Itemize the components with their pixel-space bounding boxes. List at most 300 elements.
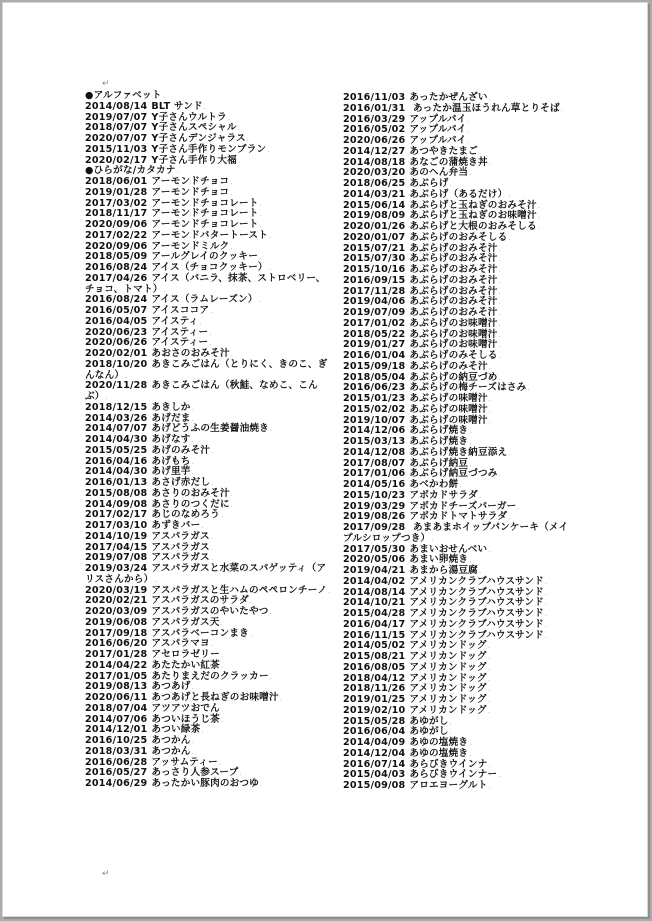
line-end-mark-icon: . (508, 190, 511, 199)
entry-text: あきこみごはん（とりにく、きのこ、ぎんなん） (85, 358, 328, 381)
entry-date: 2015/02/02 (343, 403, 406, 415)
line-end-mark-icon: . (230, 350, 234, 358)
entry-date: 2020/03/20 (343, 167, 406, 179)
line-end-mark-icon: . (488, 362, 492, 371)
list-entry (85, 360, 335, 382)
entry-date: 2014/03/26 (85, 412, 148, 424)
entry-date: 2017/01/28 (85, 649, 148, 660)
entry-date: 2019/01/28 (85, 186, 148, 198)
line-end-mark-icon: . (201, 522, 204, 530)
entry-date: 2020/01/26 (343, 221, 406, 232)
entry-text: あぶらげの納豆づめ (409, 371, 498, 383)
line-end-mark-icon: . (176, 167, 180, 176)
line-end-mark-icon: . (220, 704, 224, 713)
entry-date: 2015/10/23 (343, 489, 406, 501)
entry-date: 2014/04/30 (85, 434, 148, 445)
entry-date: 2019/10/07 (343, 414, 406, 426)
entry-date: 2016/08/24 (85, 294, 148, 306)
entry-date: 2018/11/26 (343, 683, 406, 695)
entry-date: 2018/10/20 (85, 358, 148, 370)
line-end-mark-icon: . (467, 137, 470, 145)
entry-text: アイスティ (151, 315, 199, 327)
entry-date: 2019/07/07 (85, 111, 148, 123)
line-end-mark-icon: . (211, 479, 214, 487)
line-end-mark-icon: . (487, 653, 491, 661)
line-end-mark-icon: . (191, 737, 195, 745)
entry-date: 2017/03/10 (85, 520, 148, 531)
entry-date: 2014/03/21 (343, 188, 406, 200)
entry-text: あおさのおみそ汁 (151, 348, 230, 359)
entry-date: 2020/03/19 (85, 584, 148, 596)
line-end-mark-icon: . (469, 749, 472, 758)
entry-date: 2016/04/05 (85, 315, 148, 327)
line-end-mark-icon: . (191, 457, 195, 466)
entry-text: アセロラゼリー (151, 649, 220, 660)
entry-text: あぶらげのおみそ汁 (409, 274, 498, 286)
line-end-mark-icon: . (269, 608, 272, 616)
line-end-mark-icon: . (478, 567, 482, 575)
entry-text: あったかぜんざい (409, 92, 488, 103)
list-entry (85, 532, 335, 543)
entry-date: 2019/01/27 (343, 339, 406, 351)
line-end-mark-icon: . (199, 317, 202, 326)
entry-text: アイス（チョコクッキー） (151, 262, 268, 273)
entry-date: 2019/08/26 (343, 511, 406, 523)
entry-text: アスパラマヨ (151, 638, 210, 650)
line-end-mark-icon: . (209, 339, 212, 348)
entry-date: 2016/04/17 (343, 618, 406, 630)
entry-date: 2020/06/26 (85, 337, 148, 349)
line-end-mark-icon: . (209, 328, 212, 337)
entry-text: アスパラガスと生ハムのペペロンチーノ (151, 584, 328, 596)
line-end-mark-icon: . (544, 588, 548, 597)
entry-text: アメリカンクラブハウスサンド (409, 629, 544, 641)
entry-date: 2014/12/04 (343, 747, 406, 759)
entry-text: あったかい豚肉のおつゆ (151, 778, 259, 789)
entry-text: Y子さんスペシャル (151, 122, 237, 134)
entry-date: 2016/11/03 (343, 92, 406, 103)
entry-date: 2019/04/06 (343, 296, 406, 308)
entry-date: 2016/06/04 (343, 726, 406, 738)
line-end-mark-icon: . (469, 459, 472, 468)
entry-text: アメリカンドッグ (409, 640, 487, 652)
entry-text: あぶらげの味噌汁 (409, 403, 488, 415)
line-end-mark-icon: . (487, 706, 491, 715)
entry-date: 2015/05/28 (343, 715, 406, 727)
entry-text: あさげ赤だし (151, 477, 211, 488)
entry-text: あきこみごはん（秋鮭、なめこ、こんぶ） (85, 380, 318, 402)
entry-text: あたりまえだのクラッカー (151, 670, 269, 682)
line-end-mark-icon: . (230, 178, 233, 186)
entry-text: あっさり人参スープ (151, 767, 239, 779)
line-end-mark-icon: . (544, 599, 548, 608)
entry-date: 2017/01/02 (343, 317, 406, 329)
line-end-mark-icon: . (560, 104, 564, 113)
entry-text: あぶらげの味噌汁 (409, 414, 488, 426)
line-end-mark-icon: . (498, 298, 502, 307)
entry-text: あゆがし (409, 726, 449, 738)
entry-text: アップルパイ (409, 135, 467, 146)
entry-date: 2017/01/05 (85, 670, 148, 682)
entry-text: あったか温玉ほうれん草とりそば (409, 102, 560, 114)
entry-date: 2018/07/07 (85, 122, 148, 134)
line-end-mark-icon: . (469, 438, 472, 446)
entry-text: アーモンドミルク (151, 240, 230, 252)
line-end-mark-icon: . (259, 253, 262, 262)
line-end-mark-icon: . (488, 94, 492, 102)
line-end-mark-icon: . (488, 158, 492, 167)
entry-text: あぶらげ納豆づつみ (409, 468, 498, 480)
line-end-mark-icon: . (210, 543, 214, 552)
entry-text: アップルパイ (409, 113, 467, 125)
line-end-mark-icon: . (488, 760, 491, 769)
entry-date: 2015/01/23 (343, 393, 406, 404)
line-end-mark-icon: . (220, 715, 224, 724)
line-end-mark-icon: . (459, 481, 462, 489)
entry-date: 2016/04/16 (85, 455, 148, 467)
entry-date: 2014/04/02 (343, 575, 406, 587)
entry-text: あゆの塩焼き (409, 737, 469, 748)
entry-date: 2020/06/11 (85, 692, 148, 703)
entry-text: あぶらげと玉ねぎのおみそ汁 (409, 199, 537, 211)
list-entry (343, 523, 575, 545)
line-end-mark-icon: . (258, 296, 262, 305)
entry-text: Y子さんデンジャラス (151, 133, 246, 144)
entry-date: 2016/05/07 (85, 305, 148, 316)
line-end-mark-icon: . (210, 640, 214, 649)
entry-date: 2015/08/08 (85, 487, 148, 499)
line-end-mark-icon: . (210, 532, 214, 541)
entry-date: 2015/09/08 (343, 780, 406, 791)
entry-text: あげどうふの生姜醤油焼き (151, 423, 269, 435)
entry-text: あまいおせんべい (409, 543, 488, 555)
entry-date: 2016/10/25 (85, 735, 148, 746)
entry-text: アメリカンクラブハウスサンド (409, 575, 544, 587)
entry-text: アメリカンドッグ (409, 704, 487, 716)
entry-text: あつい緑茶 (151, 724, 201, 736)
entry-date: 2020/07/07 (85, 133, 148, 144)
entry-text: アメリカンドッグ (409, 694, 487, 705)
line-end-mark-icon: . (191, 414, 195, 423)
entry-text: アボカドサラダ (409, 489, 478, 501)
line-end-mark-icon: . (488, 545, 491, 554)
list-entry (85, 403, 335, 414)
paragraph-mark-icon: ↵ (102, 869, 110, 879)
line-end-mark-icon: . (449, 717, 453, 726)
entry-date: 2015/03/13 (343, 436, 406, 447)
line-end-mark-icon: . (218, 758, 222, 767)
entry-date: 2014/06/29 (85, 778, 148, 789)
entry-text: あずきバー (151, 520, 201, 531)
entry-text: アメリカンドッグ (409, 683, 487, 695)
entry-text: アツアツおでん (151, 702, 220, 714)
entry-text: あぶらげのおみそ汁 (409, 242, 498, 254)
line-end-mark-icon: . (449, 728, 453, 737)
line-end-mark-icon: . (469, 169, 472, 178)
entry-date: 2018/03/31 (85, 745, 148, 757)
entry-text: あぶらげと大根のおみそしる (409, 221, 537, 232)
line-end-mark-icon: . (517, 502, 520, 511)
line-end-mark-icon: . (191, 747, 195, 756)
entry-date: 2017/04/15 (85, 541, 148, 553)
entry-text: アメリカンドッグ (409, 661, 487, 673)
entry-text: あたたかい紅茶 (151, 659, 220, 671)
entry-text: あぶらげのおみそ汁 (409, 296, 498, 308)
line-end-mark-icon: . (230, 188, 233, 197)
line-end-mark-icon: . (498, 470, 502, 479)
line-end-mark-icon: . (508, 448, 511, 457)
entry-date: 2019/06/08 (85, 616, 148, 628)
entry-date: 2017/01/06 (343, 468, 406, 480)
list-entry (85, 274, 335, 296)
line-end-mark-icon: . (527, 384, 530, 393)
entry-text: アールグレイのクッキー (151, 251, 259, 263)
entry-text: あぶらげのおみそ汁 (409, 264, 498, 275)
entry-text: アメリカンクラブハウスサンド (409, 608, 544, 619)
entry-text: あなごの蒲焼き丼 (409, 156, 488, 168)
line-end-mark-icon: . (259, 221, 263, 229)
line-end-mark-icon: . (487, 642, 491, 651)
line-end-mark-icon: . (191, 403, 195, 412)
right-column (343, 93, 575, 792)
entry-date: 2019/03/24 (85, 563, 148, 574)
line-end-mark-icon: . (211, 446, 214, 455)
entry-text: アーモンドチョコ (151, 176, 230, 187)
line-end-mark-icon: . (220, 661, 224, 670)
entry-text: あまあまホイップパンケーキ（メイプルシロップつき） (343, 522, 569, 544)
entry-text: あぶらげのお味噌汁 (409, 317, 498, 329)
entry-text: あつあげと長ねぎのお味噌汁 (151, 692, 279, 703)
line-end-mark-icon: . (125, 371, 128, 380)
entry-text: アッサムティー (151, 756, 218, 768)
entry-text: アイスココア (151, 305, 210, 316)
entry-date: 2014/08/14 (85, 100, 148, 112)
entry-text: アイスティー (151, 326, 209, 338)
entry-date: 2015/06/14 (343, 199, 406, 211)
heading-text: ●アルファベット (85, 90, 162, 101)
entry-date: 2018/06/01 (85, 176, 148, 187)
entry-date: 2014/12/27 (343, 145, 406, 157)
entry-date: 2014/12/01 (85, 724, 148, 736)
entry-text: アボカドトマトサラダ (409, 511, 508, 523)
entry-text: アイスティー (151, 337, 209, 349)
entry-text: アイス（ラムレーズン） (151, 294, 258, 306)
entry-text: あまから湯豆腐 (409, 565, 478, 576)
entry-text: あのへん弁当 (409, 167, 469, 179)
entry-date: 2016/05/02 (343, 124, 406, 136)
entry-text: あゆの塩焼き (409, 747, 469, 759)
entry-date: 2015/10/16 (343, 264, 406, 275)
line-end-mark-icon: . (498, 276, 502, 285)
entry-date: 2014/05/02 (343, 640, 406, 652)
entry-date: 2020/02/21 (85, 595, 148, 607)
entry-text: あまい卵焼き (409, 554, 469, 566)
entry-text: あぶらげと玉ねぎのお味噌汁 (409, 210, 537, 222)
entry-date: 2019/07/08 (85, 552, 148, 564)
entry-text: あげ里芋 (151, 466, 191, 478)
entry-text: あぶらげのおみそしる (409, 231, 508, 243)
line-end-mark-icon: . (487, 685, 491, 694)
line-end-mark-icon: . (259, 210, 263, 219)
entry-text: アスパラベーコンまき (151, 627, 249, 639)
entry-text: アーモンドチョコ (151, 186, 230, 198)
paragraph-mark-icon: ↵ (102, 79, 110, 89)
line-end-mark-icon: . (431, 534, 434, 543)
heading-text: ●ひらがな/カタカナ (85, 165, 176, 177)
entry-date: 2014/12/08 (343, 446, 406, 458)
entry-text: あぶらげ (409, 178, 449, 189)
entry-text: あぶらげのみそ汁 (409, 360, 488, 372)
line-end-mark-icon: . (544, 620, 548, 629)
line-end-mark-icon: . (498, 352, 502, 360)
line-end-mark-icon: . (469, 556, 472, 565)
entry-text: アメリカンドッグ (409, 651, 487, 662)
entry-text: あぶらげのみそしる (409, 350, 498, 361)
line-end-mark-icon: . (498, 287, 502, 296)
entry-text: あつあげ (151, 681, 191, 693)
entry-text: あぶらげのお味噌汁 (409, 339, 498, 351)
line-end-mark-icon: . (487, 674, 491, 683)
entry-text: アボカドチーズバーガー (409, 500, 517, 512)
line-end-mark-icon: . (279, 694, 283, 702)
line-end-mark-icon: . (230, 489, 234, 498)
entry-date: 2019/04/21 (343, 565, 406, 576)
entry-text: あゆがし (409, 715, 449, 727)
entry-text: あぶらげ納豆 (409, 457, 469, 469)
entry-text: あつやきたまご (409, 145, 478, 157)
entry-date: 2015/09/18 (343, 360, 406, 372)
line-end-mark-icon: . (498, 319, 502, 328)
entry-date: 2014/07/06 (85, 713, 148, 725)
line-end-mark-icon: . (191, 436, 195, 444)
entry-text: アーモンドチョコレート (151, 208, 259, 220)
line-end-mark-icon: . (467, 126, 470, 135)
entry-text: アップルパイ (409, 124, 467, 136)
line-end-mark-icon: . (498, 255, 502, 264)
entry-text: アスパラガス天 (151, 616, 220, 628)
line-end-mark-icon: . (237, 124, 241, 133)
entry-date: 2019/07/09 (343, 307, 406, 318)
entry-date: 2017/02/17 (85, 509, 148, 521)
entry-text: あつかん (151, 745, 191, 757)
entry-date: 2014/10/19 (85, 530, 148, 542)
entry-date: 2020/09/06 (85, 219, 148, 230)
entry-text: あらびきウインナ (409, 758, 488, 770)
entry-text: アロエヨーグルト (409, 780, 488, 791)
entry-text: アスパラガスと水菜のスパゲッティ（アリスさんから） (85, 563, 327, 585)
entry-text: BLT サンド (151, 100, 203, 112)
entry-date: 2019/08/09 (343, 210, 406, 222)
entry-date: 2017/11/28 (343, 285, 406, 297)
entry-date: 2016/01/04 (343, 350, 406, 361)
line-end-mark-icon: . (259, 780, 263, 788)
entry-date: 2016/06/28 (85, 756, 148, 768)
entry-date: 2015/04/03 (343, 769, 406, 781)
line-end-mark-icon: . (220, 618, 224, 627)
entry-date: 2015/11/03 (85, 143, 148, 155)
line-end-mark-icon: . (267, 145, 270, 154)
entry-date: 2014/04/30 (85, 466, 148, 478)
line-end-mark-icon: . (249, 629, 253, 638)
entry-date: 2015/04/28 (343, 608, 406, 619)
line-end-mark-icon: . (220, 651, 224, 659)
line-end-mark-icon: . (544, 631, 548, 640)
line-end-mark-icon: . (210, 554, 214, 563)
entry-text: アスパラガスのサラダ (151, 595, 249, 607)
entry-date: 2018/05/04 (343, 371, 406, 383)
entry-date: 2019/01/25 (343, 694, 406, 705)
entry-date: 2018/05/09 (85, 251, 148, 263)
entry-text: アスパラガスのやいたやつ (151, 606, 269, 617)
entry-date: 2017/08/07 (343, 457, 406, 469)
entry-text: あぶらげ焼き (409, 436, 469, 447)
line-end-mark-icon: . (488, 782, 491, 790)
line-end-mark-icon: . (544, 577, 548, 586)
entry-text: Y子さんウルトラ (151, 111, 227, 123)
entry-date: 2020/05/06 (343, 554, 406, 566)
entry-text: Y子さん手作り大福 (151, 154, 237, 166)
left-column (85, 91, 335, 790)
entry-date: 2020/09/06 (85, 240, 148, 252)
line-end-mark-icon: . (249, 597, 253, 606)
entry-date: 2014/05/16 (343, 479, 406, 490)
document-page[interactable] (2, 2, 648, 917)
line-end-mark-icon: . (498, 309, 502, 317)
list-entry (85, 446, 335, 457)
entry-date: 2017/05/30 (343, 543, 406, 555)
entry-date: 2020/02/01 (85, 348, 148, 359)
entry-date: 2017/04/26 (85, 272, 148, 284)
line-end-mark-icon: . (537, 212, 541, 221)
entry-date: 2016/08/24 (85, 262, 148, 273)
entry-date: 2016/06/23 (343, 382, 406, 394)
list-entry (85, 381, 335, 403)
entry-date: 2015/07/30 (343, 253, 406, 265)
entry-text: あぶらげの梅チーズはさみ (409, 382, 527, 394)
entry-text: アメリカンクラブハウスサンド (409, 586, 544, 598)
entry-date: 2020/11/28 (85, 380, 148, 392)
entry-text: あぶらげ焼き納豆添え (409, 446, 508, 458)
line-end-mark-icon: . (105, 393, 109, 401)
line-end-mark-icon: . (268, 264, 272, 272)
line-end-mark-icon: . (201, 726, 204, 735)
entry-date: 2014/09/08 (85, 498, 148, 510)
entry-date: 2018/07/04 (85, 702, 148, 714)
line-end-mark-icon: . (498, 330, 502, 339)
line-end-mark-icon: . (469, 427, 472, 436)
line-end-mark-icon: . (498, 244, 502, 253)
entry-date: 2016/01/31 (343, 102, 406, 114)
list-entry (85, 317, 335, 328)
line-end-mark-icon: . (227, 113, 231, 122)
line-end-mark-icon: . (203, 102, 207, 111)
entry-text: あぶらげ（あるだけ） (409, 188, 508, 200)
line-end-mark-icon: . (487, 696, 491, 704)
entry-text: あさりのつくだに (151, 498, 230, 510)
entry-date: 2018/12/15 (85, 401, 148, 413)
entry-date: 2019/02/10 (343, 704, 406, 716)
entry-text: アスパラガス (151, 552, 210, 564)
line-end-mark-icon: . (163, 285, 167, 294)
entry-text: アメリカンクラブハウスサンド (409, 618, 544, 630)
entry-text: アーモンドチョコレート (151, 197, 259, 209)
entry-text: アイス（バニラ、抹茶、ストロベリー、チョコ、トマト） (85, 272, 326, 295)
entry-text: あべかわ餅 (409, 479, 459, 490)
line-end-mark-icon: . (162, 92, 165, 100)
entry-text: アスパラガス (151, 530, 210, 542)
line-end-mark-icon: . (487, 663, 491, 672)
entry-date: 2019/08/13 (85, 681, 148, 693)
